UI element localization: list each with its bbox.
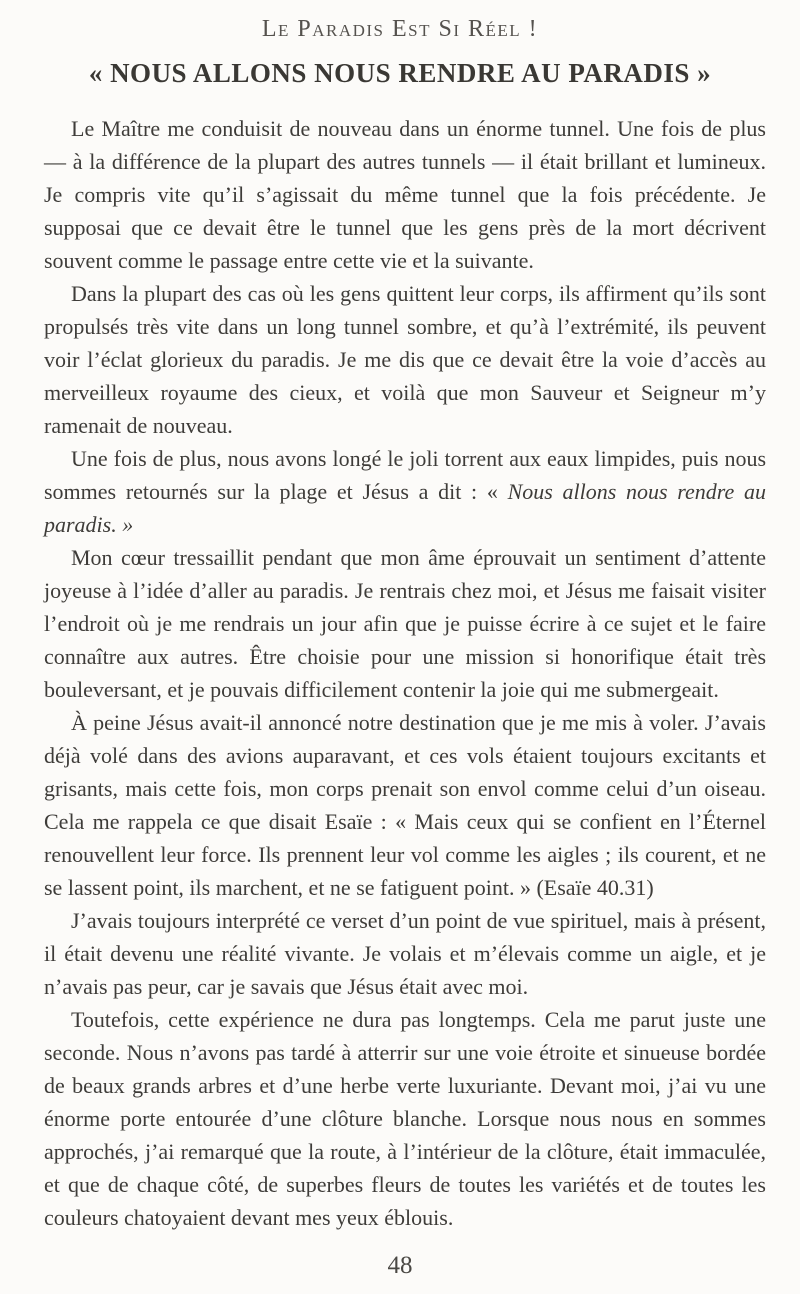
paragraph-segment-italic: Nous allons nous rendre au paradis. » <box>44 479 766 537</box>
running-header: Le Paradis Est Si Réel ! <box>261 16 539 42</box>
paragraph-segment: Toutefois, cette expérience ne dura pas longtemps. Cela me parut juste une seconde. Nous n’avons pas tardé à atterrir sur une voie étroite et sinueuse bordée de beaux grands arbres et d’une herbe verte luxuriante. Devant moi, j’ai vu une énorme porte entourée d’une clôture blanche. Lorsque nous nous en sommes approchés, j’ai remarqué que la route, à l’intérieur de la clôture, était immaculée, et que de chaque côté, de superbes fleurs de toutes les variétés et de toutes les couleurs chatoyaient devant mes yeux éblouis. <box>44 1007 766 1230</box>
paragraph <box>44 442 766 541</box>
chapter-title: « NOUS ALLONS NOUS RENDRE AU PARADIS » <box>88 58 712 88</box>
paragraph <box>44 1003 766 1234</box>
body-text <box>44 112 766 1234</box>
paragraph-segment: À peine Jésus avait-il annoncé notre destination que je me mis à voler. J’avais déjà volé dans des avions auparavant, et ces vols étaient toujours excitants et grisants, mais cette fois, mon corps prenait son envol comme celui d’un oiseau. Cela me rappela ce que disait Esaïe : « Mais ceux qui se confient en l’Éternel renouvellent leur force. Ils prennent leur vol comme les aigles ; ils courent, et ne se lassent point, ils marchent, et ne se fatiguent point. » (Esaïe 40.31) <box>44 710 766 900</box>
paragraph-segment: Le Maître me conduisit de nouveau dans un énorme tunnel. Une fois de plus — à la différence de la plupart des autres tunnels — il était brillant et lumineux. Je compris vite qu’il s’agissait du même tunnel que la fois précédente. Je supposai que ce devait être le tunnel que les gens près de la mort décrivent souvent comme le passage entre cette vie et la suivante. <box>44 116 766 273</box>
paragraph-segment: J’avais toujours interprété ce verset d’un point de vue spirituel, mais à présent, il était devenu une réalité vivante. Je volais et m’élevais comme un aigle, et je n’avais pas peur, car je savais que Jésus était avec moi. <box>44 908 766 999</box>
paragraph-segment: Dans la plupart des cas où les gens quittent leur corps, ils affirment qu’ils sont propulsés très vite dans un long tunnel sombre, et qu’à l’extrémité, ils peuvent voir l’éclat glorieux du paradis. Je me dis que ce devait être la voie d’accès au merveilleux royaume des cieux, et voilà que mon Sauveur et Seigneur m’y ramenait de nouveau. <box>44 281 766 438</box>
page-number: 48 <box>387 1252 413 1279</box>
paragraph <box>44 277 766 442</box>
paragraph <box>44 112 766 277</box>
paragraph <box>44 706 766 904</box>
paragraph-segment: Mon cœur tressaillit pendant que mon âme éprouvait un sentiment d’attente joyeuse à l’idée d’aller au paradis. Je rentrais chez moi, et Jésus me faisait visiter l’endroit où je me rendrais un jour afin que je puisse écrire à ce sujet et le faire connaître aux autres. Être choisie pour une mission si honorifique était très bouleversant, et je pouvais difficilement contenir la joie qui me submergeait. <box>44 545 766 702</box>
paragraph <box>44 904 766 1003</box>
paragraph <box>44 541 766 706</box>
paragraph-segment: Une fois de plus, nous avons longé le joli torrent aux eaux limpides, puis nous sommes retournés sur la plage et Jésus a dit : « <box>44 446 766 504</box>
